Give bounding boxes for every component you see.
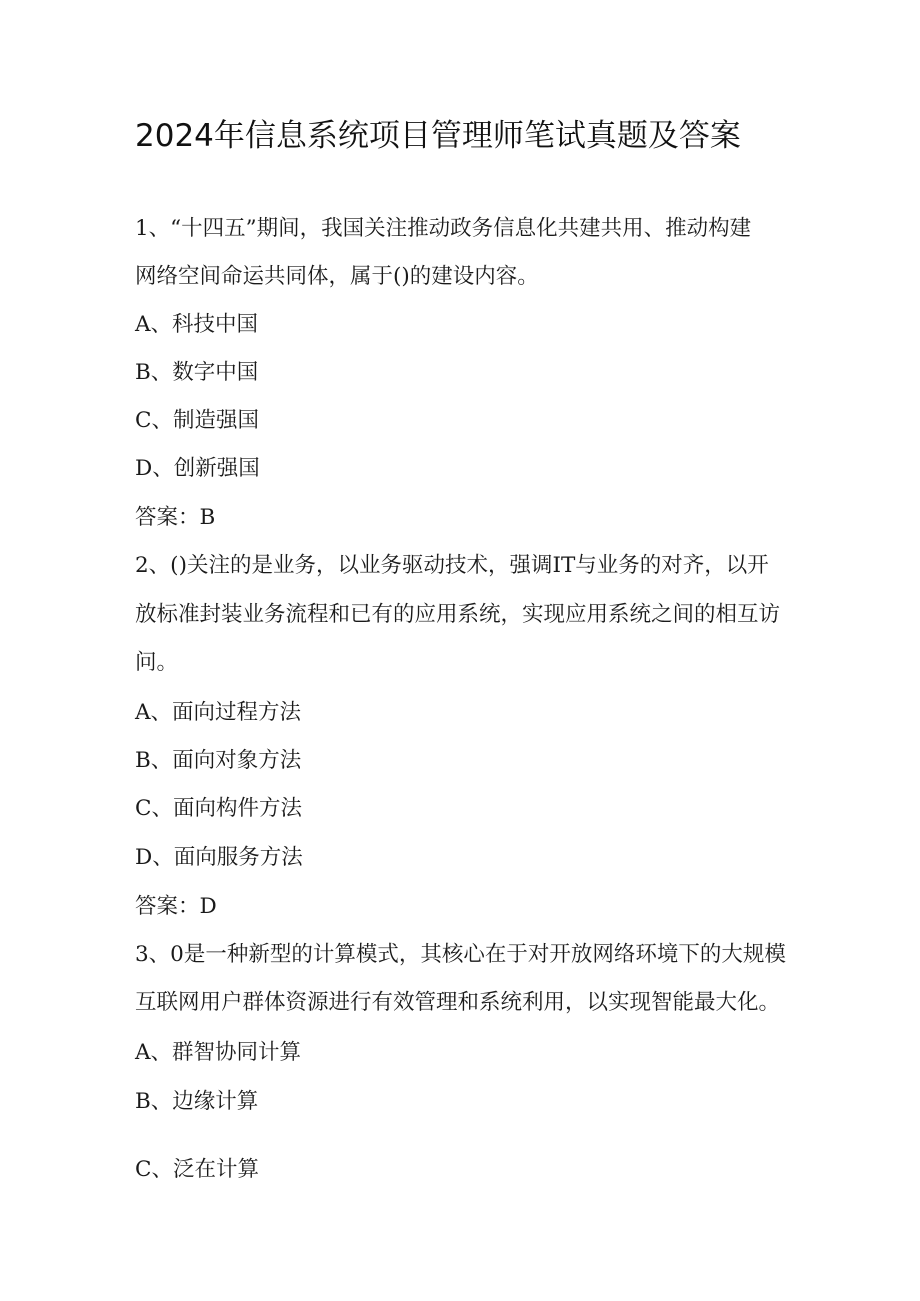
question-2-stem-line-2: 放标准封装业务流程和已有的应用系统，实现应用系统之间的相互访 [135, 602, 781, 627]
question-1-option-c: C、制造强国 [135, 408, 259, 433]
question-1-answer: 答案：B [135, 505, 216, 530]
question-2-option-c: C、面向构件方法 [135, 796, 302, 821]
question-2-answer: 答案：D [135, 894, 217, 919]
question-3-option-b: B、边缘计算 [135, 1089, 259, 1114]
question-2-stem-line-3: 问。 [135, 650, 179, 675]
question-2-option-d: D、面向服务方法 [135, 845, 303, 870]
question-1-option-b: B、数字中国 [135, 360, 259, 385]
question-3-option-a: A、群智协同计算 [135, 1040, 302, 1065]
question-3-stem-line-1: 3、0是一种新型的计算模式，其核心在于对开放网络环境下的大规模 [135, 942, 786, 967]
question-2-option-b: B、面向对象方法 [135, 748, 302, 773]
question-1-option-a: A、科技中国 [135, 312, 259, 337]
question-1-stem-line-2: 网络空间命运共同体，属于()的建设内容。 [135, 264, 539, 289]
question-3-stem-line-2: 互联网用户群体资源进行有效管理和系统利用，以实现智能最大化。 [135, 990, 781, 1015]
document-title: 2024年信息系统项目管理师笔试真题及答案 [135, 118, 741, 154]
question-1-stem-line-1: 1、“十四五”期间，我国关注推动政务信息化共建共用、推动构建 [135, 216, 752, 241]
question-2-stem-line-1: 2、()关注的是业务，以业务驱动技术，强调IT与业务的对齐，以开 [135, 553, 769, 578]
question-3-option-c: C、泛在计算 [135, 1157, 259, 1182]
question-2-option-a: A、面向过程方法 [135, 700, 302, 725]
question-1-option-d: D、创新强国 [135, 456, 260, 481]
